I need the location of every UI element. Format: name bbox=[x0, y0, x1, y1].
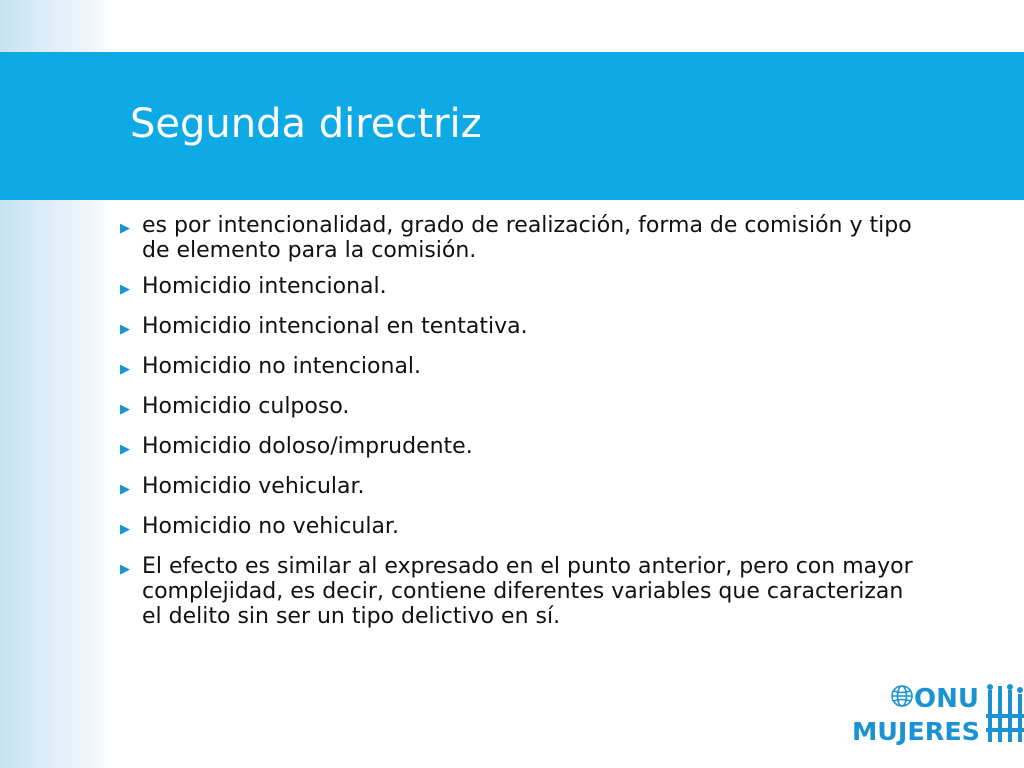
list-item bbox=[120, 213, 920, 263]
triangle-bullet-icon: ▶ bbox=[120, 282, 130, 297]
bullet-text: Homicidio culposo. bbox=[142, 394, 350, 419]
triangle-bullet-icon: ▶ bbox=[120, 482, 130, 497]
triangle-bullet-icon: ▶ bbox=[120, 221, 130, 236]
bullet-text: Homicidio no intencional. bbox=[142, 354, 422, 379]
bullet-text: Homicidio doloso/imprudente. bbox=[142, 434, 473, 459]
slide-title: Segunda directriz bbox=[130, 101, 482, 147]
bullet-text: Homicidio no vehicular. bbox=[142, 514, 399, 539]
triangle-bullet-icon: ▶ bbox=[120, 402, 130, 417]
list-item bbox=[120, 474, 920, 503]
logo-line2: MUJERES bbox=[852, 717, 980, 746]
list-item bbox=[120, 554, 920, 629]
list-item bbox=[120, 354, 920, 383]
women-figures-icon bbox=[986, 684, 1024, 742]
bullet-text: es por intencionalidad, grado de realización, forma de comisión y tipo de elemento para la comisión. bbox=[142, 213, 912, 263]
triangle-bullet-icon: ▶ bbox=[120, 442, 130, 457]
list-item bbox=[120, 394, 920, 423]
triangle-bullet-icon: ▶ bbox=[120, 322, 130, 337]
un-emblem-icon bbox=[892, 686, 912, 706]
list-item bbox=[120, 514, 920, 543]
triangle-bullet-icon: ▶ bbox=[120, 522, 130, 537]
list-item bbox=[120, 434, 920, 463]
bullet-text: Homicidio intencional en tentativa. bbox=[142, 314, 528, 339]
bullet-text: Homicidio vehicular. bbox=[142, 474, 365, 499]
triangle-bullet-icon: ▶ bbox=[120, 562, 130, 577]
bullet-text: El efecto es similar al expresado en el punto anterior, pero con mayor complejidad, es decir, contiene diferentes variables que caracterizan el delito sin ser un tipo delictivo en sí. bbox=[142, 554, 913, 629]
bullet-text: Homicidio intencional. bbox=[142, 274, 387, 299]
bullet-list bbox=[120, 213, 920, 640]
logo-line1: ONU bbox=[914, 684, 979, 714]
list-item bbox=[120, 274, 920, 303]
onu-mujeres-logo bbox=[852, 684, 1024, 746]
list-item bbox=[120, 314, 920, 343]
triangle-bullet-icon: ▶ bbox=[120, 362, 130, 377]
